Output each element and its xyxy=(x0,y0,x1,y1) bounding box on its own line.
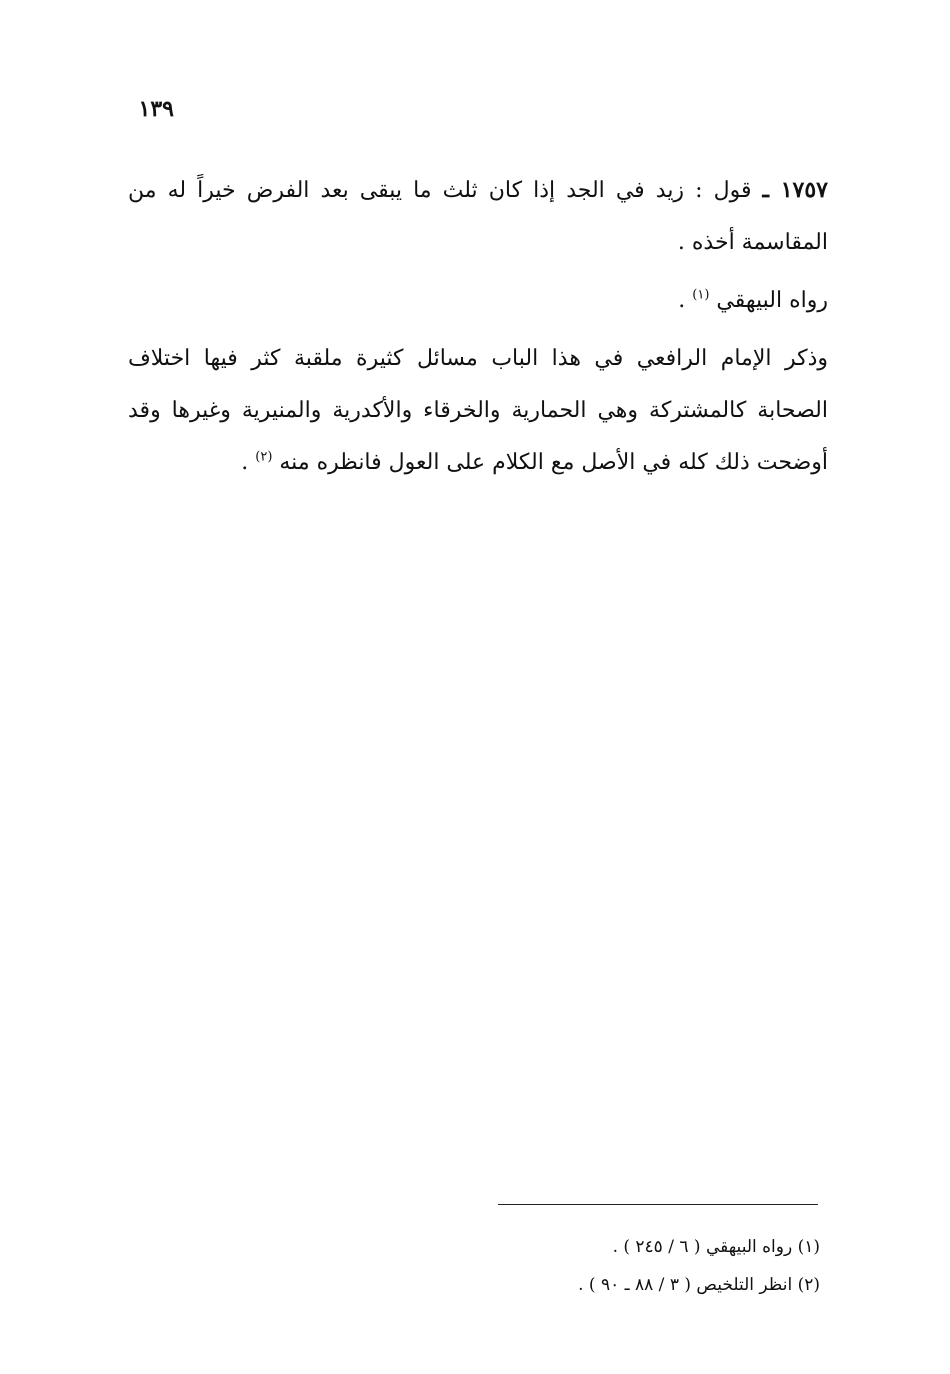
entry-text: قول : زيد في الجد إذا كان ثلث ما يبقى بعد الفرض خيراً له من المقاسمة أخذه . xyxy=(128,178,828,255)
narration-end: . xyxy=(678,288,686,313)
footnote-divider xyxy=(498,1204,818,1205)
page-number: ١٣٩ xyxy=(138,96,174,122)
narration-text: رواه البيهقي xyxy=(716,288,828,313)
entry-paragraph xyxy=(128,164,828,269)
main-text xyxy=(128,164,828,495)
commentary-text: وذكر الإمام الرافعي في هذا الباب مسائل كثيرة ملقبة كثر فيها اختلاف الصحابة كالمشتركة وهي الحمارية والخرقاء والأكدرية والمنيرية وغيرها وقد أوضحت ذلك كله في الأصل مع الكلام على العول فانظره منه xyxy=(128,346,828,475)
entry-number: ١٧٥٧ ـ xyxy=(762,177,828,203)
footnote-1: (١) رواه البيهقي ( ٦ / ٢٤٥ ) . xyxy=(612,1237,820,1257)
commentary-end: . xyxy=(241,450,249,475)
footnote-ref-2[interactable]: (٢) xyxy=(255,449,273,465)
narration-paragraph xyxy=(128,275,828,327)
footnote-ref-1[interactable]: (١) xyxy=(692,287,710,303)
footnote-2: (٢) انظر التلخيص ( ٣ / ٨٨ ـ ٩٠ ) . xyxy=(578,1275,820,1295)
commentary-paragraph xyxy=(128,333,828,489)
footnotes xyxy=(130,1228,820,1304)
